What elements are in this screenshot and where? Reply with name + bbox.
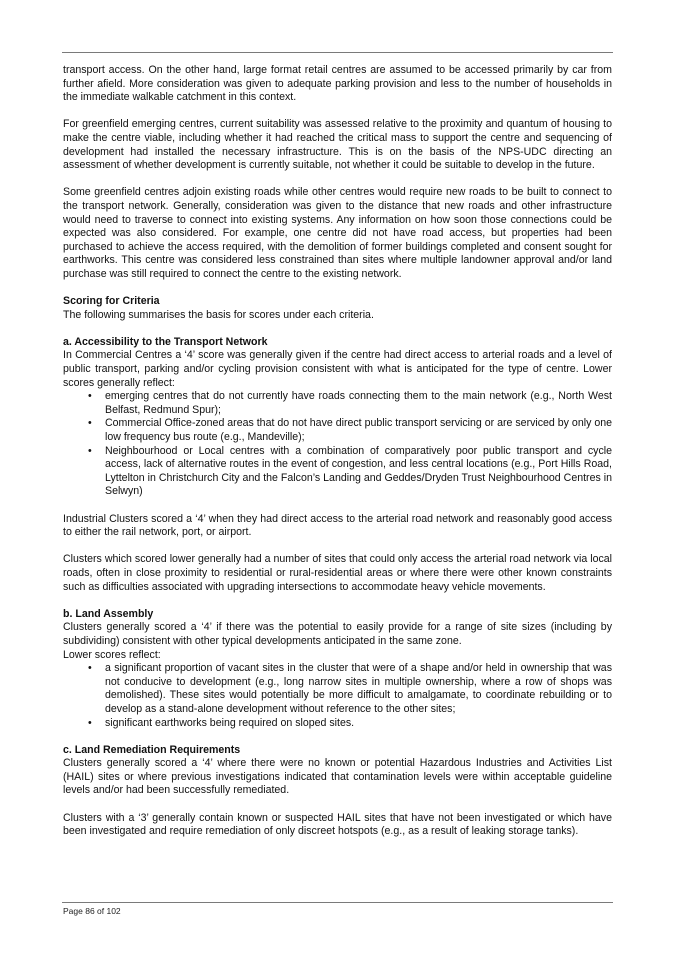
scoring-text: The following summarises the basis for scores under each criteria. [63,308,374,321]
list-item-text: Commercial Office-zoned areas that do not have direct public transport servicing or are serviced by only one low frequency bus route (e.g., Mandeville); [105,417,612,444]
bullet-icon: • [88,716,92,729]
list-item-text: a significant proportion of vacant sites in the cluster that were of a shape and/or held in ownership that was not conducive to development (e.g., long narrow sites in multiple ownership, where a row of shops was demolished). These sites would potentially be more difficult to amalgamate, to coordinate rebuilding or to develop as a stand-alone development without reference to the other sites; [105,662,612,715]
section-b-intro: Clusters generally scored a ‘4’ if there was the potential to easily provide for a range of site sizes (including by subdividing) consistent with other typical developments anticipated in the same zone. [63,621,612,647]
bullet-icon: • [88,662,92,675]
section-a-heading: a. Accessibility to the Transport Network [63,335,268,348]
section-a-intro: In Commercial Centres a ‘4’ score was generally given if the centre had direct access to arterial roads and a level of public transport, parking and/or cycling provision consistent with what is anticipated for the type of centre. Lower scores generally reflect: [63,349,612,389]
paragraph: Clusters with a ‘3’ generally contain known or suspected HAIL sites that have not been investigated or which have been investigated and require remediation of only discreet hotspots (e.g., as a result of leaking storage tanks). [63,811,612,838]
section-c-heading: c. Land Remediation Requirements [63,743,241,756]
scoring-heading: Scoring for Criteria [63,295,160,308]
list-item-text: significant earthworks being required on sloped sites. [105,716,355,729]
paragraph: Clusters generally scored a ‘4’ where there were no known or potential Hazardous Industries and Activities List (HAIL) sites or where previous investigations indicated that contamination levels were within acceptable guideline levels and/or had been successfully remediated. [63,757,612,797]
page-number: Page 86 of 102 [63,906,121,916]
footer-rule [62,902,613,903]
list-item [63,445,612,499]
list-item [63,662,612,716]
paragraph: For greenfield emerging centres, current suitability was assessed relative to the proximity and quantum of housing to make the centre viable, including whether it had reached the critical mass to support the centre and sequencing of development had installed the necessary infrastructure. This is on the basis of the NPS-UDC directing an assessment of whether development is currently suitable, not whether it could be suitable to develop in the future. [63,118,612,172]
header-rule [62,52,613,53]
list-item-text: emerging centres that do not currently have roads connecting them to the main network (e.g., North West Belfast, Redmund Spur); [105,390,612,416]
section-b-heading: b. Land Assembly [63,607,154,620]
paragraph: Some greenfield centres adjoin existing roads while other centres would require new roads to be built to connect to the transport network. Generally, consideration was given to the distance that new roads and other infrastructure would need to traverse to connect into existing systems. Any information on how soon those connections could be expected was also considered. For example, one centre did not have road access, but properties had been purchased to achieve the access required, with the demolition of former buildings completed and consent sought for earthworks. This centre was considered less constrained than sites where multiple landowner approval and/or land purchase was still required to connect the centre to the existing network. [63,186,612,280]
paragraph: Industrial Clusters scored a ‘4’ when they had direct access to the arterial road network and reasonably good access to either the rail network, port, or airport. [63,512,612,539]
list-item [63,390,612,417]
page-body [63,64,612,839]
list-item-text: Neighbourhood or Local centres with a combination of comparatively poor public transport and cycle access, lack of alternative routes in the event of congestion, and less central locations (e.g., Port Hills Road, Lyttelton in Christchurch City and the Falcon’s Landing and Geddes/Dryden Trust Neighbourhood Centres in Selwyn) [105,444,612,498]
bullet-icon: • [88,444,92,457]
section-a-bullet-list [63,390,612,499]
list-item [63,717,612,731]
section-b-bullet-list [63,662,612,730]
section-b-lower-scores: Lower scores reflect: [63,648,161,661]
list-item [63,417,612,444]
paragraph: Clusters which scored lower generally had a number of sites that could only access the arterial road network via local roads, often in close proximity to residential or rural-residential areas or where there were other known constraints such as difficulties associated with upgrading intersections to accommodate heavy vehicle movements. [63,553,612,593]
bullet-icon: • [88,390,92,403]
paragraph: transport access. On the other hand, large format retail centres are assumed to be accessed primarily by car from further afield. More consideration was given to adequate parking provision and less to the number of households in the immediate walkable catchment in this context. [63,64,612,104]
bullet-icon: • [88,417,92,430]
